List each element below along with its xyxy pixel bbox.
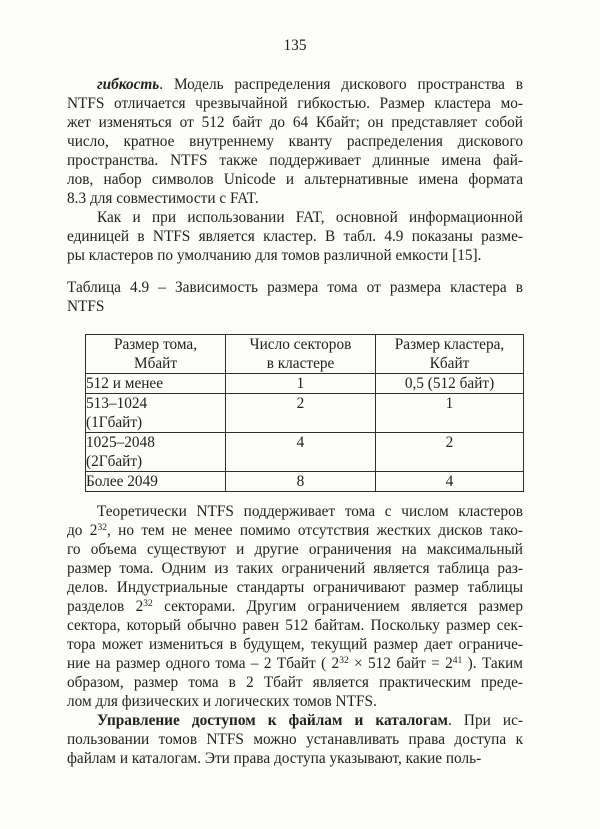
text-line: жет изменяться от 512 байт до 64 Кбайт; он представляет собой <box>67 114 523 131</box>
text-line: число, кратное внутреннему кванту распределения дискового <box>67 133 523 150</box>
text-line: NTFS отличается чрезвычайной гибкостью. Размер кластера мо- <box>67 95 523 112</box>
text-line <box>67 75 523 94</box>
col-header-sectors <box>226 335 376 374</box>
cell-line: (1Гбайт) <box>86 414 143 431</box>
cell-line: Более 2049 <box>86 473 158 490</box>
caption-line: NTFS <box>67 298 105 315</box>
cell-cluster-size: 4 <box>376 472 524 492</box>
cell-volume-size <box>86 433 226 472</box>
cell-cluster-size: 0,5 (512 байт) <box>376 374 524 394</box>
text-line: пользовании томов NTFS можно устанавливать права доступа к <box>67 731 523 748</box>
paragraph-volume-limits <box>67 502 523 711</box>
table-row <box>86 394 524 433</box>
col-header-cluster-size <box>376 335 524 374</box>
superscript: 32 <box>97 522 107 533</box>
text-line: сектора, который обычно равен 512 байтам. Поскольку размер сек- <box>67 617 523 634</box>
cell-cluster-size: 1 <box>376 394 524 433</box>
cell-volume-size <box>86 472 226 492</box>
cluster-size-table <box>85 334 524 492</box>
header-line: Размер кластера, <box>394 336 505 353</box>
text-segment: до 2 <box>67 522 98 539</box>
text-line: делов. Индустриальные стандарты ограничивают размер таблицы <box>67 579 523 596</box>
superscript: 32 <box>143 598 153 609</box>
paragraph-access-control <box>67 711 523 768</box>
text-segment: . При ис- <box>447 712 523 729</box>
term-flexibility: гибкость <box>97 76 160 93</box>
cell-sectors: 4 <box>226 433 376 472</box>
text-segment: × 512 байт = 2 <box>348 655 453 672</box>
cell-line: 513–1024 <box>86 395 148 412</box>
text-line: лов, набор символов Unicode и альтернативные имена формата <box>67 171 523 188</box>
text-segment: секторами. Другим ограничением является размер <box>152 598 523 615</box>
header-line: Кбайт <box>429 355 470 372</box>
text-line: образом, размер тома в 2 Тбайт является практическим преде- <box>67 674 523 691</box>
term-access-control: Управление доступом к файлам и каталогам <box>97 712 448 729</box>
header-line: Размер тома, <box>113 336 198 353</box>
text-line: 8.3 для совместимости с FAT. <box>67 190 259 207</box>
text-line: пространства. NTFS также поддерживает длинные имена фай- <box>67 152 523 169</box>
text-line: единицей в NTFS является кластер. В табл. 4.9 показаны разме- <box>67 228 523 245</box>
cell-sectors: 1 <box>226 374 376 394</box>
text-line: размер тома. Одним из таких ограничений является таблица раз- <box>67 560 523 577</box>
table-caption <box>67 278 523 316</box>
superscript: 32 <box>339 655 349 666</box>
caption-line: Таблица 4.9 – Зависимость размера тома от размера кластера в <box>67 279 523 296</box>
paragraph-flexibility <box>67 75 523 208</box>
text-line <box>67 711 523 730</box>
text-line: ры кластеров по умолчанию для томов различной емкости [15]. <box>67 247 482 264</box>
cell-line: (2Гбайт) <box>86 453 143 470</box>
cell-sectors: 2 <box>226 394 376 433</box>
table-row <box>86 433 524 472</box>
text-line: Как и при использовании FAT, основной информационной <box>97 209 523 226</box>
table-row <box>86 472 524 492</box>
text-line <box>67 654 523 673</box>
text-line: лом для физических и логических томов NTFS. <box>67 693 377 710</box>
text-line <box>67 597 523 616</box>
text-segment: ние на размер одного тома – 2 Тбайт ( 2 <box>67 655 340 672</box>
paragraph-cluster-unit <box>67 208 523 265</box>
page-number: 135 <box>283 37 307 54</box>
table-header-row <box>86 335 524 374</box>
text-line <box>67 521 523 540</box>
text-segment: ). Таким <box>462 655 523 672</box>
text-segment: . Модель распределения дискового пространства в <box>159 76 523 93</box>
cell-sectors: 8 <box>226 472 376 492</box>
text-segment: разделов 2 <box>67 598 144 615</box>
superscript: 41 <box>452 655 463 666</box>
header-line: в кластере <box>266 355 335 372</box>
cell-volume-size <box>86 374 226 394</box>
cell-line: 512 и менее <box>86 375 164 392</box>
text-line: го объема существуют и другие ограничения на максимальный <box>67 541 523 558</box>
text-segment: , но тем не менее помимо отсутствия жестких дисков тако- <box>106 522 523 539</box>
cell-volume-size <box>86 394 226 433</box>
cell-line: 1025–2048 <box>86 434 155 451</box>
header-line: Число секторов <box>249 336 352 353</box>
cell-cluster-size: 2 <box>376 433 524 472</box>
text-line: файлам и каталогам. Эти права доступа указывают, какие поль- <box>67 750 482 767</box>
text-line: тора может измениться в будущем, текущий размер дает ограниче- <box>67 636 523 653</box>
table-row <box>86 374 524 394</box>
col-header-volume-size <box>86 335 226 374</box>
header-line: Мбайт <box>133 355 178 372</box>
text-line: Теоретически NTFS поддерживает тома с числом кластеров <box>97 503 523 520</box>
